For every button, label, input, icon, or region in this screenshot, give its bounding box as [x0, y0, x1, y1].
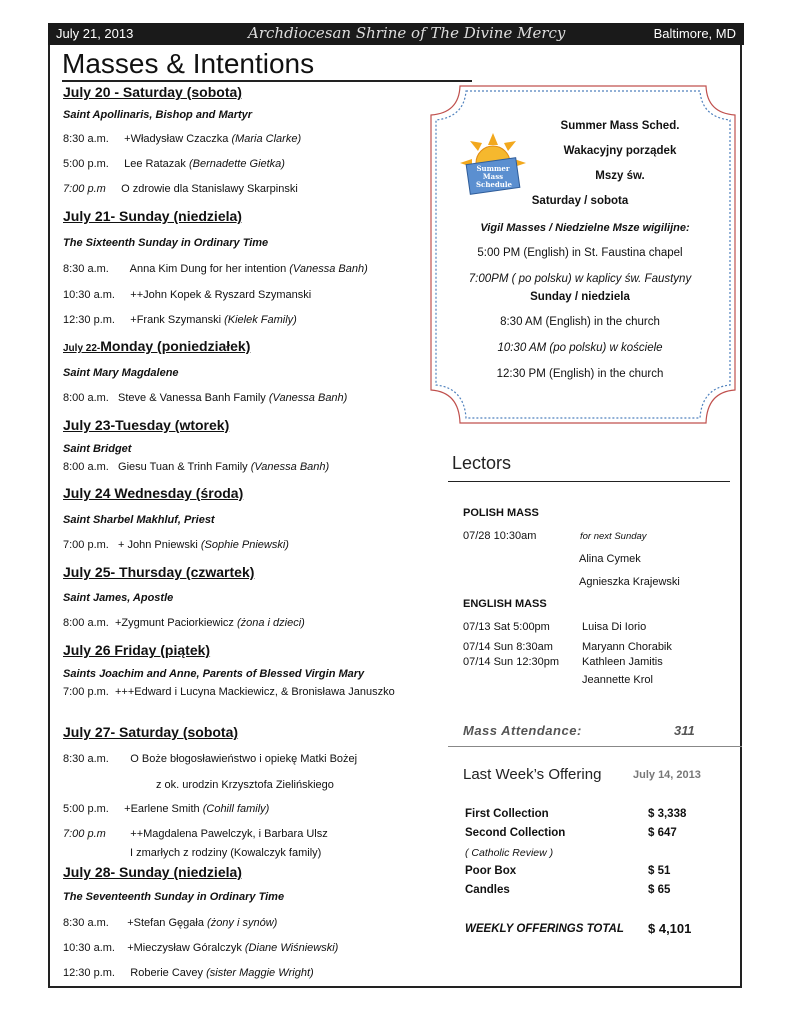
day-heading: July 28- Sunday (niedziela): [63, 864, 242, 880]
mass-time: 8:00 a.m.: [63, 617, 109, 629]
mass-entry: [63, 539, 289, 551]
mass-requester: (Cohill family): [202, 803, 270, 815]
mass-requester: (Bernadette Gietka): [188, 158, 285, 170]
mass-entry: [63, 133, 301, 145]
mass-entry: [63, 686, 395, 698]
mass-entry: [63, 828, 328, 840]
schedule-heading-polish: Wakacyjny porządek: [563, 145, 677, 157]
mass-requester: (Maria Clarke): [231, 133, 302, 145]
saint-name: Saint Mary Magdalene: [63, 367, 179, 379]
mass-intention-continued: z ok. urodzin Krzysztofa Zielińskiego: [156, 779, 334, 791]
lector-date: 07/14 Sun 12:30pm: [463, 656, 560, 668]
mass-requester: (Sophie Pniewski): [200, 539, 289, 551]
english-mass-heading: ENGLISH MASS: [463, 598, 547, 610]
mass-time: 10:30 a.m.: [63, 289, 115, 301]
saint-name: Saint Apollinaris, Bishop and Martyr: [63, 109, 253, 121]
summer-schedule-box: [430, 85, 736, 425]
icon-caption-line: Mass: [482, 172, 504, 181]
lectors-title: Lectors: [452, 453, 512, 473]
day-date: July 22-: [63, 343, 101, 354]
mass-intention: +Frank Szymanski: [130, 314, 222, 326]
mass-entry: [63, 917, 277, 929]
mass-entry: [63, 158, 285, 170]
mass-time: 12:30 p.m.: [63, 967, 115, 979]
mass-time: 7:00 p.m: [63, 183, 106, 195]
offering-value: $ 3,338: [648, 808, 687, 820]
saint-name: Saint Bridget: [63, 443, 132, 455]
offering-label: Poor Box: [465, 865, 517, 877]
mass-time: 7:00 p.m: [63, 828, 106, 840]
offering-label: Candles: [465, 884, 510, 896]
mass-time: 5:00 p.m.: [63, 803, 109, 815]
day-name: Monday (poniedziałek): [100, 338, 251, 354]
mass-intention: Anna Kim Dung for her intention: [129, 263, 287, 275]
attendance-label: Mass Attendance:: [463, 723, 582, 738]
mass-requester: (Vanessa Banh): [268, 392, 348, 404]
mass-intention: ++John Kopek & Ryszard Szymanski: [130, 289, 312, 301]
mass-requester: (sister Maggie Wright): [206, 967, 314, 979]
offering-title: Last Week’s Offering: [463, 766, 602, 783]
mass-requester: (Vanessa Banh): [289, 263, 368, 275]
icon-caption-line: Summer: [476, 164, 510, 173]
lector-name: Alina Cymek: [579, 553, 641, 565]
day-heading: July 27- Saturday (sobota): [63, 724, 239, 740]
mass-requester: (żony i synów): [207, 917, 278, 929]
mass-requester: (Kielek Family): [224, 314, 297, 326]
page-title: Masses & Intentions: [62, 48, 315, 79]
mass-entry: [63, 461, 329, 473]
mass-entry: [63, 617, 305, 629]
mass-time: 7:00 p.m.: [63, 539, 109, 551]
mass-requester: (Vanessa Banh): [250, 461, 330, 473]
mass-time: 8:00 a.m.: [63, 392, 109, 404]
day-heading: July 25- Thursday (czwartek): [63, 564, 255, 580]
saint-name: The Sixteenth Sunday in Ordinary Time: [63, 237, 269, 249]
schedule-time: 12:30 PM (English) in the church: [496, 368, 664, 380]
lector-date: 07/28 10:30am: [463, 530, 537, 542]
attendance-value: 311: [674, 723, 695, 738]
schedule-time: 10:30 AM (po polsku) w kościele: [497, 342, 663, 354]
city: Baltimore, MD: [653, 26, 736, 41]
mass-intention: Roberie Cavey: [130, 967, 204, 979]
schedule-sunday: Sunday / niedziela: [530, 291, 630, 303]
lector-name: Maryann Chorabik: [582, 641, 672, 653]
day-heading: [63, 338, 250, 354]
saint-name: Saint James, Apostle: [63, 592, 174, 604]
lector-date: 07/14 Sun 8:30am: [463, 641, 553, 653]
mass-time: 12:30 p.m.: [63, 314, 115, 326]
mass-intention: ++Magdalena Pawelczyk, i Barbara Ulsz: [130, 828, 328, 840]
mass-entry: [63, 183, 298, 195]
schedule-time: 8:30 AM (English) in the church: [500, 316, 660, 328]
mass-time: 7:00 p.m.: [63, 686, 109, 698]
polish-mass-heading: POLISH MASS: [463, 507, 539, 519]
lectors-divider: [448, 481, 730, 482]
mass-intention: O zdrowie dla Stanislawy Skarpinski: [121, 183, 298, 195]
mass-intention: +Władysław Czaczka: [124, 133, 229, 145]
bulletin-date: July 21, 2013: [56, 26, 134, 41]
mass-time: 5:00 p.m.: [63, 158, 109, 170]
mass-intention: Steve & Vanessa Banh Family: [118, 392, 266, 404]
mass-intention: +++Edward i Lucyna Mackiewicz, & Bronisława Januszko: [114, 686, 395, 698]
saint-name: The Seventeenth Sunday in Ordinary Time: [63, 891, 285, 903]
offering-value: $ 65: [648, 884, 671, 896]
saint-name: Saint Sharbel Makhluf, Priest: [63, 514, 215, 526]
schedule-time: 5:00 PM (English) in St. Faustina chapel: [477, 247, 683, 259]
mass-time: 8:30 a.m.: [63, 263, 109, 275]
day-heading: July 23-Tuesday (wtorek): [63, 417, 230, 433]
shrine-title: Archdiocesan Shrine of The Divine Mercy: [248, 24, 566, 42]
day-heading: July 20 - Saturday (sobota): [63, 84, 242, 100]
offering-label: First Collection: [465, 808, 549, 820]
offering-date: July 14, 2013: [633, 769, 701, 781]
mass-entry: [63, 263, 368, 275]
header-bar: [48, 23, 744, 45]
sun-icon: [458, 131, 528, 195]
title-divider: [62, 80, 472, 82]
icon-caption: [476, 165, 510, 189]
mass-entry: [63, 392, 347, 404]
day-heading: July 21- Sunday (niedziela): [63, 208, 242, 224]
offering-label: Second Collection: [465, 827, 566, 839]
offering-value: $ 51: [648, 865, 671, 877]
lector-name: Luisa Di Iorio: [582, 621, 647, 633]
schedule-vigil: Vigil Masses / Niedzielne Msze wigilijne:: [480, 222, 690, 234]
schedule-heading: Summer Mass Sched.: [560, 120, 680, 132]
saint-name: Saints Joachim and Anne, Parents of Blessed Virgin Mary: [63, 668, 365, 680]
mass-time: 8:30 a.m.: [63, 753, 109, 765]
mass-entry: [63, 289, 311, 301]
lector-date: 07/13 Sat 5:00pm: [463, 621, 550, 633]
mass-intention: +Earlene Smith: [124, 803, 200, 815]
mass-requester: (żona i dzieci): [236, 617, 305, 629]
mass-time: 10:30 a.m.: [63, 942, 115, 954]
mass-intention: +Stefan Gęgała: [127, 917, 204, 929]
attendance-divider: [448, 746, 742, 747]
lector-name: Agnieszka Krajewski: [579, 576, 680, 588]
offering-total-label: WEEKLY OFFERINGS TOTAL: [465, 923, 624, 935]
mass-entry: [63, 753, 357, 765]
offering-value: $ 647: [648, 827, 677, 839]
day-heading: July 24 Wednesday (środa): [63, 485, 244, 501]
mass-entry: [63, 942, 338, 954]
mass-entry: [63, 803, 269, 815]
lector-name: Jeannette Krol: [582, 674, 653, 686]
mass-intention: + John Pniewski: [118, 539, 198, 551]
mass-intention: +Zygmunt Paciorkiewicz: [114, 617, 234, 629]
icon-caption-line: Schedule: [476, 180, 512, 189]
schedule-heading-polish-2: Mszy św.: [595, 170, 645, 182]
mass-time: 8:30 a.m.: [63, 133, 109, 145]
offering-total-value: $ 4,101: [648, 921, 692, 936]
mass-intention: O Boże błogosławieństwo i opiekę Matki Bożej: [130, 753, 358, 765]
mass-time: 8:30 a.m.: [63, 917, 109, 929]
offering-note: ( Catholic Review ): [465, 847, 554, 859]
mass-intention: Lee Ratazak: [124, 158, 186, 170]
schedule-time: 7:00PM ( po polsku) w kaplicy św. Faustyny: [468, 273, 692, 285]
lector-name: Kathleen Jamitis: [582, 656, 663, 668]
mass-intention: +Mieczysław Góralczyk: [127, 942, 242, 954]
schedule-saturday: Saturday / sobota: [531, 195, 629, 207]
mass-entry: [63, 967, 314, 979]
lector-note: for next Sunday: [580, 531, 647, 542]
mass-entry: [63, 314, 297, 326]
mass-time: 8:00 a.m.: [63, 461, 109, 473]
mass-requester: (Diane Wiśniewski): [244, 942, 339, 954]
day-heading: July 26 Friday (piątek): [63, 642, 211, 658]
mass-intention: Giesu Tuan & Trinh Family: [118, 461, 248, 473]
mass-intention-continued: I zmarłych z rodziny (Kowalczyk family): [130, 847, 322, 859]
